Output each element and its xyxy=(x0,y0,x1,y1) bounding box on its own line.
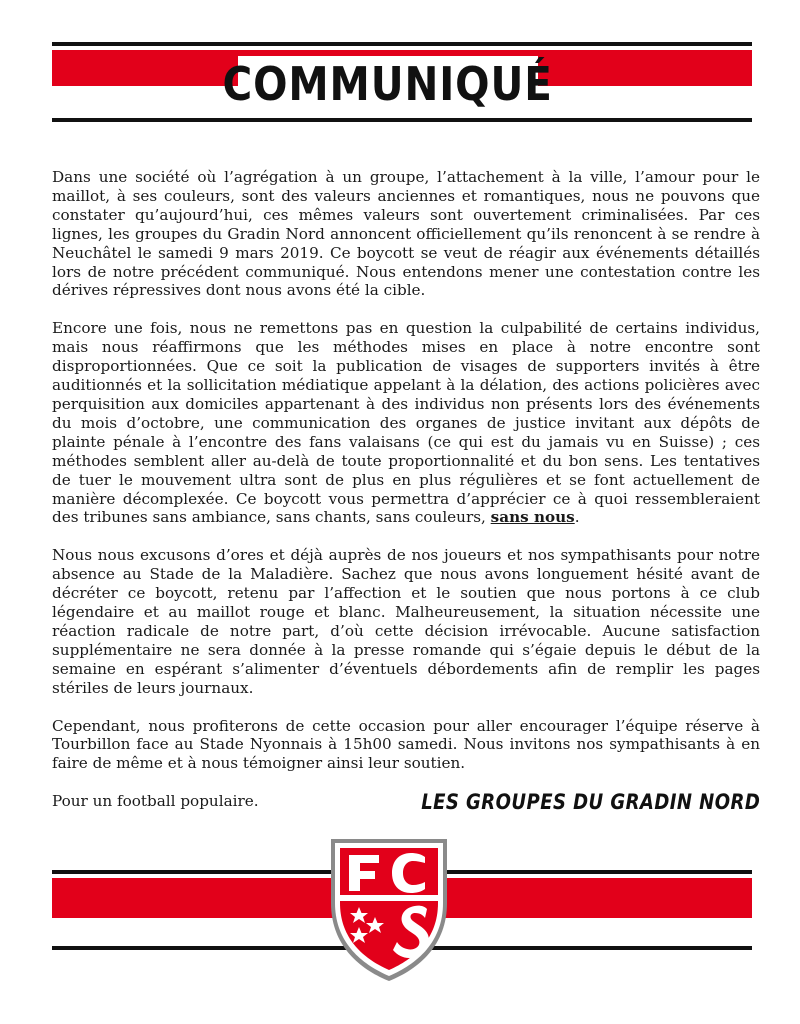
header-top-line xyxy=(52,42,752,46)
signature: LES GROUPES DU GRADIN NORD xyxy=(420,790,760,814)
paragraph-5: Pour un football populaire. xyxy=(52,792,259,811)
paragraph-2: Encore une fois, nous ne remettons pas en question la culpabilité de certains individus, mais nous réaffirmons que les méthodes mises en place à notre encontre sont disproportionnées. Que ce soit la publication de visages de supporters invités à être auditionnés et la sollicitation médiatique appelant à la délation, des actions policières avec perquisition aux domiciles appartenant à des individus non présents lors des événements du mois d’octobre, une communication des organes de justice invitant aux dépôts de plainte pénale à l’encontre des fans valaisans (ce qui est du jamais vu en Suisse) ; ces méthodes semblent aller au-delà de toute proportionnalité et du bon sens. Les tentatives de tuer le mouvement ultra sont de plus en plus régulières et se font actuellement de manière décomplexée. Ce boycott vous permettra d’apprécier ce à quoi ressembleraient des tribunes sans ambiance, sans chants, sans couleurs, sans nous. xyxy=(52,319,760,527)
paragraph-2-text: Encore une fois, nous ne remettons pas en question la culpabilité de certains individus, mais nous réaffirmons que les méthodes mises en place à notre encontre sont disproportionnées. Que ce soit la publication de visages de supporters invités à être auditionnés et la sollicitation médiatique appelant à la délation, des actions policières avec perquisition aux domiciles appartenant à des individus non présents lors des événements du mois d’octobre, une communication des organes de justice invitant aux dépôts de plainte pénale à l’encontre des fans valaisans (ce qui est du jamais vu en Suisse) ; ces méthodes semblent aller au-delà de toute proportionnalité et du bon sens. Les tentatives de tuer le mouvement ultra sont de plus en plus régulières et se font actuellement de manière décomplexée. Ce boycott vous permettra d’apprécier ce à quoi ressembleraient des tribunes sans ambiance, sans chants, sans couleurs, xyxy=(52,319,760,527)
paragraph-3: Nous nous excusons d’ores et déjà auprès de nos joueurs et nos sympathisants pour notre absence au Stade de la Maladière. Sachez que nous avons longuement hésité avant de décréter ce boycott, retenu par l’affection et le soutien que nous portons à ce club légendaire et au maillot rouge et blanc. Malheureusement, la situation nécessite une réaction radicale de notre part, d’où cette décision irrévocable. Aucune satisfaction supplémentaire ne sera donnée à la presse romande qui s’égaie depuis le début de la semaine en espérant s’alimenter d’éventuels débordements afin de remplir les pages stériles de leurs journaux. xyxy=(52,546,760,697)
communique-body xyxy=(52,168,760,830)
title-box xyxy=(222,56,554,112)
header-banner xyxy=(0,0,800,130)
page-title: COMMUNIQUÉ xyxy=(222,57,554,111)
crest-divider xyxy=(340,895,438,901)
fc-sion-crest-icon xyxy=(327,833,451,983)
header-bottom-line xyxy=(52,118,752,122)
emphasis-sans-nous: sans nous xyxy=(490,508,575,527)
paragraph-1: Dans une société où l’agrégation à un groupe, l’attachement à la ville, l’amour pour le maillot, à ses couleurs, sont des valeurs anciennes et romantiques, nous ne pouvons que constater qu’aujourd’hui, ces mêmes valeurs sont ouvertement criminalisées. Par ces lignes, les groupes du Gradin Nord annoncent officiellement qu’ils renoncent à se rendre à Neuchâtel le samedi 9 mars 2019. Ce boycott se veut de réagir aux événements détaillés lors de notre précédent communiqué. Nous entendons mener une contestation contre les dérives répressives dont nous avons été la cible. xyxy=(52,168,760,300)
paragraph-4: Cependant, nous profiterons de cette occasion pour aller encourager l’équipe réserve à Tourbillon face au Stade Nyonnais à 15h00 samedi. Nous invitons nos sympathisants à en faire de même et à nous témoigner ainsi leur soutien. xyxy=(52,716,760,773)
